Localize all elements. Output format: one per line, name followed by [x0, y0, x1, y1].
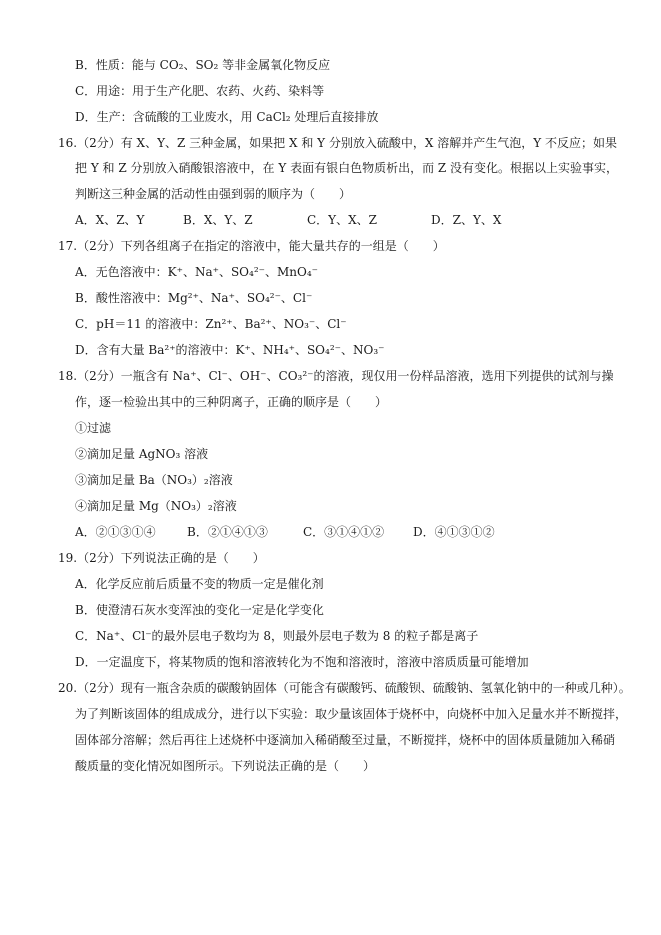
q17-option-d: D．含有大量 Ba²⁺的溶液中：K⁺、NH₄⁺、SO₄²⁻、NO₃⁻ [75, 343, 385, 357]
q19-option-a: A．化学反应前后质量不变的物质一定是催化剂 [75, 577, 324, 591]
q18-step-1: ①过滤 [75, 421, 112, 435]
q16-option-d: D．Z、Y、X [431, 213, 502, 227]
q16-stem-line3: 判断这三种金属的活动性由强到弱的顺序为（ ） [75, 187, 352, 201]
q20-stem-line2: 为了判断该固体的组成成分，进行以下实验：取少量该固体于烧杯中，向烧杯中加入足量水并不断搅拌， [75, 707, 628, 721]
q17-option-b: B．酸性溶液中：Mg²⁺、Na⁺、SO₄²⁻、Cl⁻ [75, 291, 313, 305]
q18-step-4: ④滴加足量 Mg（NO₃）₂溶液 [75, 499, 237, 513]
q18-option-d: D．④①③①② [413, 525, 495, 539]
q16-stem-line2: 把 Y 和 Z 分别放入硝酸银溶液中，在 Y 表面有银白色物质析出，而 Z 没有变化。根据以上实验事实， [75, 161, 619, 175]
q20-stem-line3: 固体部分溶解；然后再往上述烧杯中逐滴加入稀硝酸至过量，不断搅拌，烧杯中的固体质量随加入稀硝 [75, 733, 616, 747]
q15-option-c: C．用途：用于生产化肥、农药、火药、染料等 [75, 84, 325, 98]
q18-step-3: ③滴加足量 Ba（NO₃）₂溶液 [75, 473, 233, 487]
q18-step-2: ②滴加足量 AgNO₃ 溶液 [75, 447, 209, 461]
q20-stem-line1: 20.（2分）现有一瓶含杂质的碳酸钠固体（可能含有碳酸钙、硫酸钡、硫酸钠、氢氧化钠中的一种或几种）。 [58, 681, 631, 695]
q16-option-b: B．X、Y、Z [183, 213, 253, 227]
q20-stem-line4: 酸质量的变化情况如图所示。下列说法正确的是（ ） [75, 759, 376, 773]
q18-option-a: A．②①③①④ [75, 525, 156, 539]
q16-stem-line1: 16.（2分）有 X、Y、Z 三种金属，如果把 X 和 Y 分别放入硫酸中，X 溶解并产生气泡，Y 不反应；如果 [58, 136, 617, 150]
q18-option-c: C．③①④①② [303, 525, 385, 539]
q18-stem-line2: 作，逐一检验出其中的三种阴离子，正确的顺序是（ ） [75, 395, 388, 409]
q18-option-b: B．②①④①③ [187, 525, 268, 539]
q17-option-c: C．pH＝11 的溶液中：Zn²⁺、Ba²⁺、NO₃⁻、Cl⁻ [75, 317, 347, 331]
q19-option-c: C．Na⁺、Cl⁻的最外层电子数均为 8，则最外层电子数为 8 的粒子都是离子 [75, 629, 479, 643]
q17-stem: 17.（2分）下列各组离子在指定的溶液中，能大量共存的一组是（ ） [58, 239, 445, 253]
q16-option-a: A．X、Z、Y [75, 213, 145, 227]
q16-option-c: C．Y、X、Z [307, 213, 377, 227]
q19-stem: 19.（2分）下列说法正确的是（ ） [58, 551, 265, 565]
q17-option-a: A．无色溶液中：K⁺、Na⁺、SO₄²⁻、MnO₄⁻ [75, 265, 318, 279]
q16-options [75, 212, 501, 228]
q19-option-b: B．使澄清石灰水变浑浊的变化一定是化学变化 [75, 603, 324, 617]
q19-option-d: D．一定温度下，将某物质的饱和溶液转化为不饱和溶液时，溶液中溶质质量可能增加 [75, 655, 529, 669]
q15-option-b: B．性质：能与 CO₂、SO₂ 等非金属氧化物反应 [75, 58, 331, 72]
q15-option-d: D．生产：含硫酸的工业废水，用 CaCl₂ 处理后直接排放 [75, 110, 379, 124]
q18-options [75, 524, 495, 540]
q18-stem-line1: 18.（2分）一瓶含有 Na⁺、Cl⁻、OH⁻、CO₃²⁻的溶液，现仅用一份样品溶液，选用下列提供的试剂与操 [58, 369, 614, 383]
